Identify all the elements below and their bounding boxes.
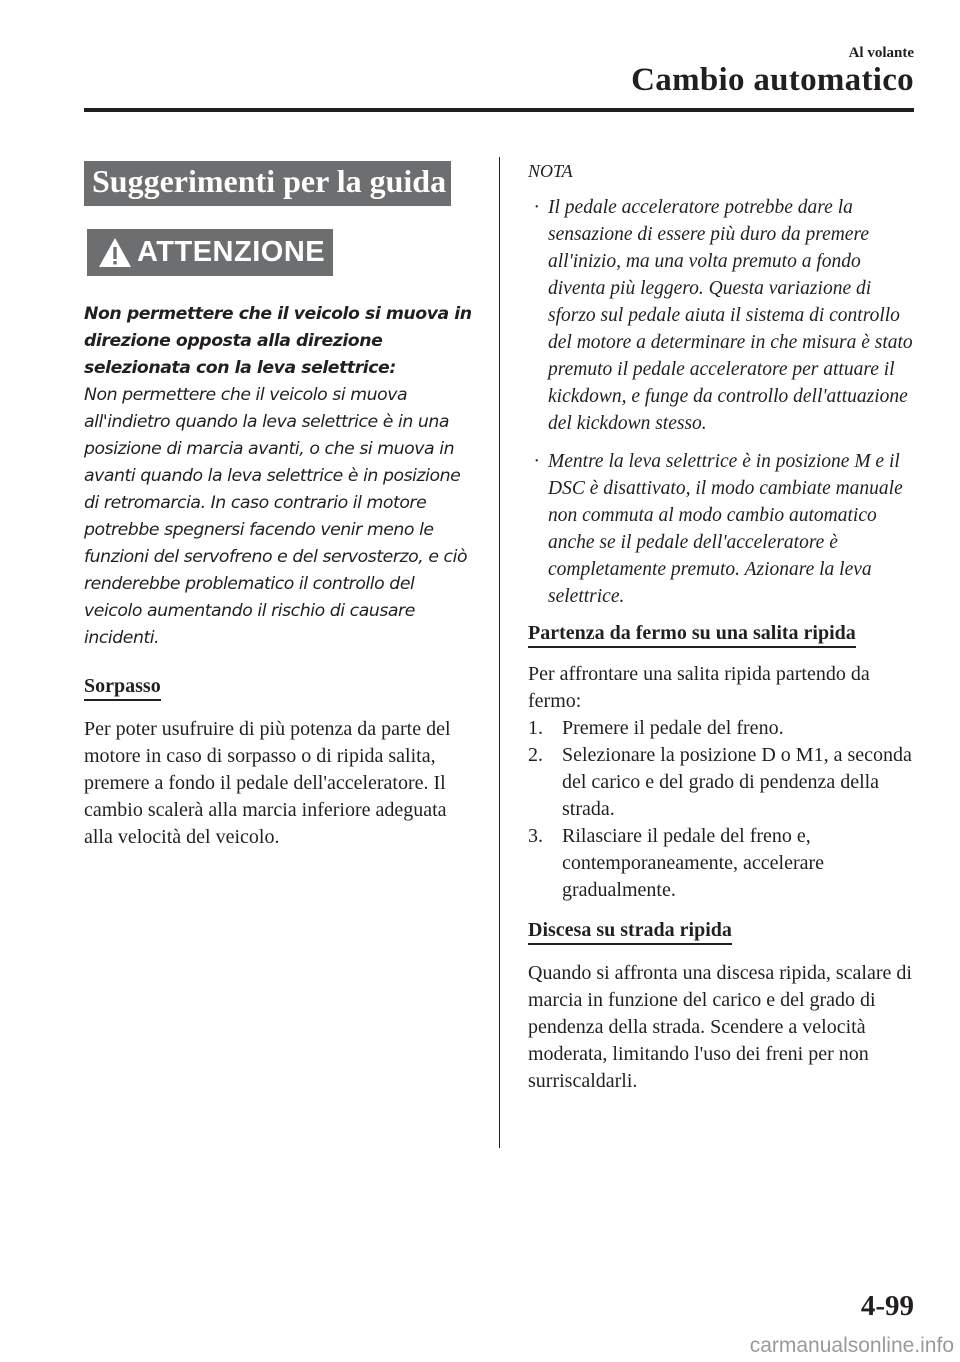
note-item <box>528 448 914 610</box>
header-rule <box>84 108 914 112</box>
note-text: Il pedale acceleratore potrebbe dare la sensazione di essere più duro da premere all'inizio, ma una volta premuto a fondo diventa più leggero. Questa variazione di sforzo sul pedale aiuta il sistema di controllo del motore a determinare in che misura è stato premuto il pedale acceleratore per attuare il kickdown, e funge da controllo dell'attuazione del kickdown stesso. <box>548 197 913 434</box>
warning-heading: Non permettere che il veicolo si muova in direzione opposta alla direzione selezionata con la leva selettrice: <box>84 304 472 378</box>
warning-triangle-icon <box>97 236 133 269</box>
bullet-icon: · <box>534 197 539 218</box>
list-item <box>528 823 914 904</box>
step-number: 3. <box>528 825 543 847</box>
descent-heading: Discesa su strada ripida <box>528 918 732 945</box>
page-title: Cambio automatico <box>631 62 914 98</box>
warning-text <box>84 301 476 652</box>
step-text: Rilasciare il pedale del freno e, contemporaneamente, accelerare gradualmente. <box>562 825 825 901</box>
note-item <box>528 194 914 437</box>
overtaking-heading: Sorpasso <box>84 674 161 701</box>
bullet-icon: · <box>534 451 539 472</box>
step-text: Premere il pedale del freno. <box>562 717 784 739</box>
hill-start-intro: Per affrontare una salita ripida partendo da fermo: <box>528 663 870 712</box>
section-title: Suggerimenti per la guida <box>84 161 451 206</box>
step-text: Selezionare la posizione D o M1, a seconda del carico e del grado di pendenza della strada. <box>562 744 912 820</box>
step-number: 2. <box>528 744 543 766</box>
column-divider <box>499 157 500 1148</box>
hill-start-steps <box>528 715 914 904</box>
note-text: Mentre la leva selettrice è in posizione M e il DSC è disattivato, il modo cambiate manuale non commuta al modo cambio automatico anche se il pedale dell'acceleratore è completamente premuto. Azionare la leva selettrice. <box>548 451 903 607</box>
note-label: NOTA <box>528 161 573 181</box>
list-item <box>528 715 914 742</box>
left-column <box>84 161 476 851</box>
list-item <box>528 742 914 823</box>
hill-start-heading: Partenza da fermo su una salita ripida <box>528 621 856 648</box>
descent-text: Quando si affronta una discesa ripida, scalare di marcia in funzione del carico e del grado di pendenza della strada. Scendere a velocità moderata, limitando l'uso dei freni per non surriscaldarli. <box>528 962 912 1092</box>
overtaking-text: Per poter usufruire di più potenza da parte del motore in caso di sorpasso o di ripida salita, premere a fondo il pedale dell'acceleratore. Il cambio scalerà alla marcia inferiore adeguata alla velocità del veicolo. <box>84 718 451 848</box>
chapter-label: Al volante <box>848 45 914 61</box>
warning-body: Non permettere che il veicolo si muova all'indietro quando la leva selettrice è in una posizione di marcia avanti, o che si muova in avanti quando la leva selettrice è in posizione di retromarcia. In caso contrario il motore potrebbe spegnersi facendo venir meno le funzioni del servofreno e del servosterzo, e ciò renderebbe problematico il controllo del veicolo aumentando il rischio di causare incidenti. <box>84 385 468 648</box>
attention-label: ATTENZIONE <box>137 236 326 268</box>
right-column <box>528 161 914 1095</box>
attention-badge <box>87 229 333 276</box>
step-number: 1. <box>528 717 543 739</box>
page-number: 4-99 <box>860 1290 914 1322</box>
watermark-link[interactable]: carmanualsonline.info <box>749 1334 954 1357</box>
